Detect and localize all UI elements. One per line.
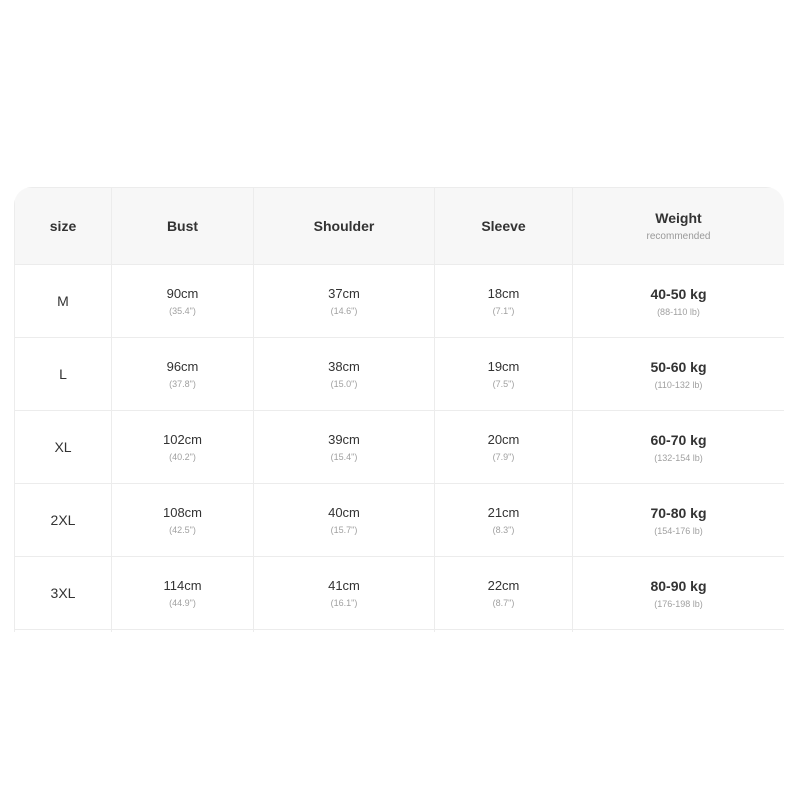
bust-in: (44.9")	[169, 598, 196, 608]
sleeve-in: (8.7")	[492, 598, 515, 608]
bust-cell	[112, 338, 254, 411]
sleeve-cm: 22cm	[487, 578, 520, 593]
sleeve-cm: 18cm	[487, 286, 520, 301]
bust-cm: 114cm	[163, 578, 202, 593]
table-row-partial	[15, 630, 785, 633]
sleeve-in: (7.9")	[492, 452, 515, 462]
weight-lb: (132-154 lb)	[654, 452, 703, 463]
table-row	[15, 338, 785, 411]
sleeve-in: (7.1")	[492, 306, 515, 316]
size-cell: 2XL	[15, 484, 112, 557]
weight-cell	[573, 484, 785, 557]
header-row	[15, 188, 785, 265]
size-cell: XL	[15, 411, 112, 484]
shoulder-in: (16.1")	[330, 598, 358, 608]
table-row	[15, 411, 785, 484]
shoulder-in: (15.7")	[330, 525, 358, 535]
weight-lb: (154-176 lb)	[654, 525, 703, 536]
header-weight-label: Weight	[655, 210, 702, 226]
shoulder-cell	[254, 411, 435, 484]
weight-kg: 50-60 kg	[650, 358, 707, 375]
bust-in: (40.2")	[169, 452, 196, 462]
size-cell: M	[15, 265, 112, 338]
shoulder-cm: 41cm	[328, 578, 360, 593]
header-weight-sub: recommended	[646, 231, 711, 242]
header-bust: Bust	[112, 188, 254, 265]
bust-cm: 108cm	[162, 505, 203, 520]
weight-kg: 60-70 kg	[650, 431, 707, 448]
sleeve-cm: 19cm	[487, 359, 520, 374]
weight-cell	[573, 411, 785, 484]
bust-cm: 102cm	[162, 432, 203, 447]
sleeve-cm: 20cm	[487, 432, 520, 447]
weight-cell	[573, 338, 785, 411]
header-sleeve: Sleeve	[435, 188, 573, 265]
weight-kg: 80-90 kg	[650, 577, 707, 594]
table-row	[15, 557, 785, 630]
sleeve-cell	[435, 557, 573, 630]
bust-in: (42.5")	[169, 525, 196, 535]
shoulder-cell	[254, 484, 435, 557]
sleeve-cell	[435, 484, 573, 557]
weight-cell	[573, 265, 785, 338]
weight-lb: (176-198 lb)	[654, 598, 703, 609]
sleeve-cell	[435, 338, 573, 411]
size-chart-card	[14, 187, 784, 632]
weight-kg: 40-50 kg	[650, 285, 707, 302]
shoulder-cell	[254, 338, 435, 411]
shoulder-cm: 40cm	[328, 505, 360, 520]
shoulder-in: (14.6")	[330, 306, 358, 316]
bust-cm: 96cm	[166, 359, 199, 374]
shoulder-cm: 39cm	[328, 432, 360, 447]
header-weight	[573, 188, 785, 265]
bust-cell	[112, 265, 254, 338]
bust-cell	[112, 411, 254, 484]
bust-in: (35.4")	[169, 306, 196, 316]
sleeve-cm: 21cm	[487, 505, 520, 520]
shoulder-in: (15.0")	[330, 379, 358, 389]
header-shoulder: Shoulder	[254, 188, 435, 265]
bust-cm: 90cm	[166, 286, 199, 301]
shoulder-cm: 37cm	[328, 286, 360, 301]
bust-cell	[112, 484, 254, 557]
sleeve-in: (7.5")	[492, 379, 515, 389]
bust-in: (37.8")	[169, 379, 196, 389]
weight-lb: (110-132 lb)	[654, 379, 703, 390]
sleeve-cell	[435, 265, 573, 338]
weight-cell	[573, 557, 785, 630]
sleeve-cell	[435, 411, 573, 484]
shoulder-cm: 38cm	[328, 359, 360, 374]
bust-cell	[112, 557, 254, 630]
size-cell: 3XL	[15, 557, 112, 630]
table-row	[15, 484, 785, 557]
sleeve-in: (8.3")	[492, 525, 515, 535]
shoulder-cell	[254, 557, 435, 630]
weight-kg: 70-80 kg	[650, 504, 707, 521]
shoulder-cell	[254, 265, 435, 338]
shoulder-in: (15.4")	[330, 452, 358, 462]
table-row	[15, 265, 785, 338]
weight-lb: (88-110 lb)	[657, 306, 700, 317]
header-size: size	[15, 188, 112, 265]
size-cell: L	[15, 338, 112, 411]
size-chart-table	[14, 187, 784, 632]
